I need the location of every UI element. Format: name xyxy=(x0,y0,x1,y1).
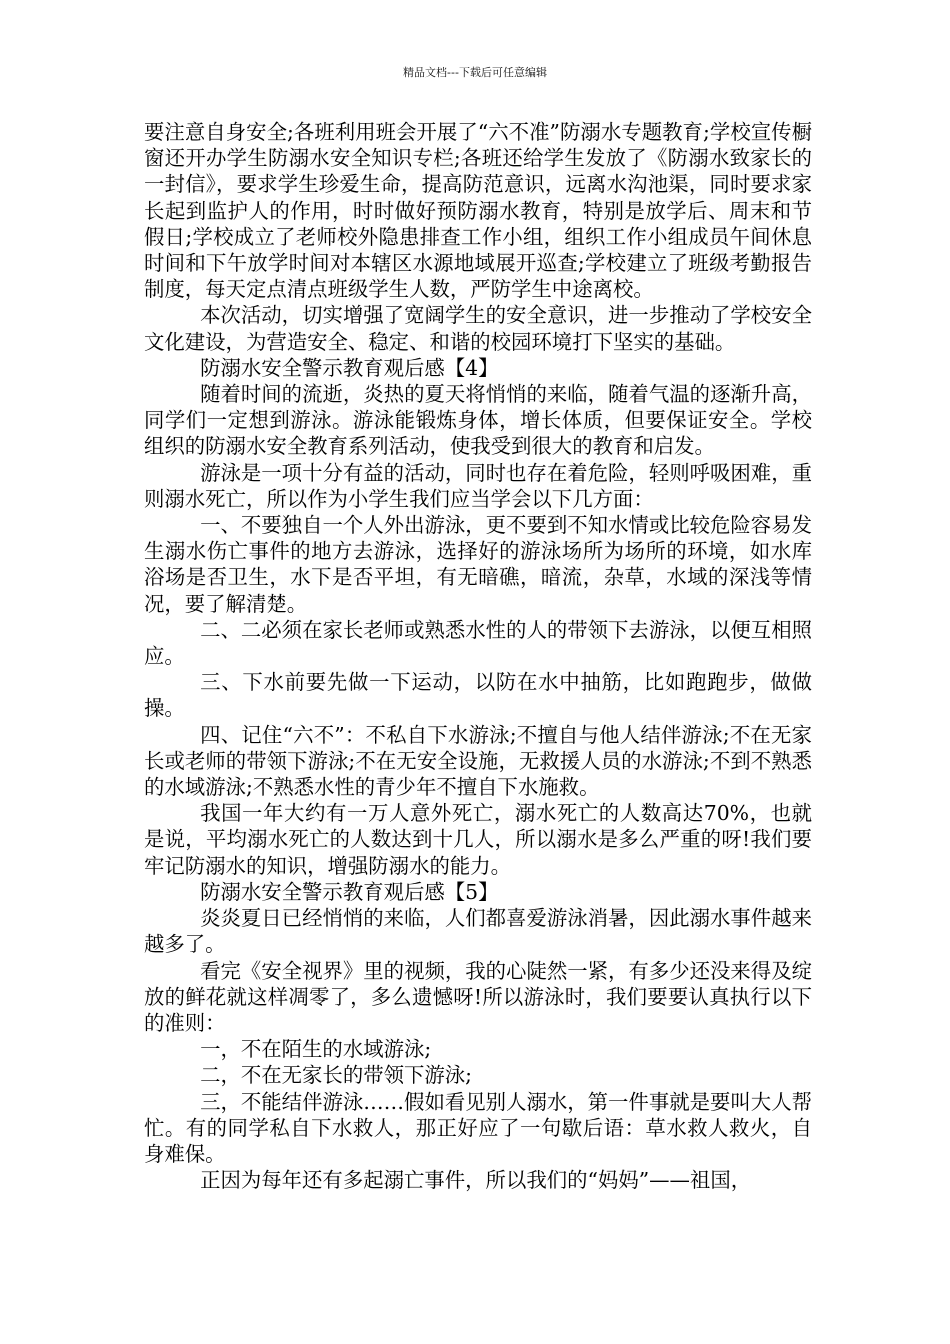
paragraph-7: 二、二必须在家长老师或熟悉水性的人的带领下去游泳，以便互相照应。 xyxy=(144,617,812,669)
section-heading-5: 防溺水安全警示教育观后感【5】 xyxy=(200,879,499,904)
paragraph-13: 看完《安全视界》里的视频，我的心陡然一紧，有多少还没来得及绽放的鲜花就这样凋零了，多么遗憾呀!所以游泳时，我们要要认真执行以下的准则： xyxy=(144,958,812,1035)
section-heading-4: 防溺水安全警示教育观后感【4】 xyxy=(200,355,499,380)
paragraph-6: 一、不要独自一个人外出游泳，更不要到不知水情或比较危险容易发生溺水伤亡事件的地方去游泳，选择好的游泳场所为场所的环境，如水库浴场是否卫生，水下是否平坦，有无暗礁，暗流，杂草，水域的深浅等情况，要了解清楚。 xyxy=(144,513,812,616)
document-body xyxy=(144,119,812,1193)
paragraph-12: 炎炎夏日已经悄悄的来临，人们都喜爱游泳消暑，因此溺水事件越来越多了。 xyxy=(144,906,812,957)
paragraph-5: 游泳是一项十分有益的活动，同时也存在着危险，轻则呼吸困难，重则溺水死亡，所以作为小学生我们应当学会以下几方面： xyxy=(144,460,812,511)
paragraph-2: 本次活动，切实增强了宽阔学生的安全意识，进一步推动了学校安全文化建设，为营造安全、稳定、和谐的校园环境打下坚实的基础。 xyxy=(144,303,812,354)
paragraph-8: 三、下水前要先做一下运动，以防在水中抽筋，比如跑跑步，做做操。 xyxy=(144,670,812,721)
page-header: 精品文档---下载后可任意编辑 xyxy=(403,66,547,79)
paragraph-9: 四、记住“六不”：不私自下水游泳;不擅自与他人结伴游泳;不在无家长或老师的带领下游泳;不在无安全设施，无救援人员的水游泳;不到不熟悉的水域游泳;不熟悉水性的青少年不擅自下水施救。 xyxy=(144,722,812,800)
paragraph-16: 三，不能结伴游泳……假如看见别人溺水，第一件事就是要叫大人帮忙。有的同学私自下水救人，那正好应了一句歇后语：草水救人救火，自身难保。 xyxy=(144,1089,812,1166)
paragraph-1: 要注意自身安全;各班利用班会开展了“六不准”防溺水专题教育;学校宣传橱窗还开办学生防溺水安全知识专栏;各班还给学生发放了《防溺水致家长的一封信》，要求学生珍爱生命，提高防范意识，远离水沟池渠，同时要求家长起到监护人的作用，时时做好预防溺水教育，特别是放学后、周末和节假日;学校成立了老师校外隐患排查工作小组，组织工作小组成员午间休息时间和下午放学时间对本辖区水源地域展开巡查;学校建立了班级考勤报告制度，每天定点清点班级学生人数，严防学生中途离校。 xyxy=(144,120,812,302)
paragraph-15: 二，不在无家长的带领下游泳; xyxy=(200,1063,473,1088)
paragraph-10: 我国一年大约有一万人意外死亡，溺水死亡的人数高达70%，也就是说，平均溺水死亡的人数达到十几人，所以溺水是多么严重的呀!我们要牢记防溺水的知识，增强防溺水的能力。 xyxy=(144,801,812,878)
paragraph-17: 正因为每年还有多起溺亡事件，所以我们的“妈妈”——祖国， xyxy=(200,1168,752,1193)
paragraph-14: 一，不在陌生的水域游泳; xyxy=(200,1037,432,1062)
paragraph-4: 随着时间的流逝，炎热的夏天将悄悄的来临，随着气温的逐渐升高，同学们一定想到游泳。游泳能锻炼身体，增长体质，但要保证安全。学校组织的防溺水安全教育系列活动，使我受到很大的教育和启发。 xyxy=(144,382,812,459)
